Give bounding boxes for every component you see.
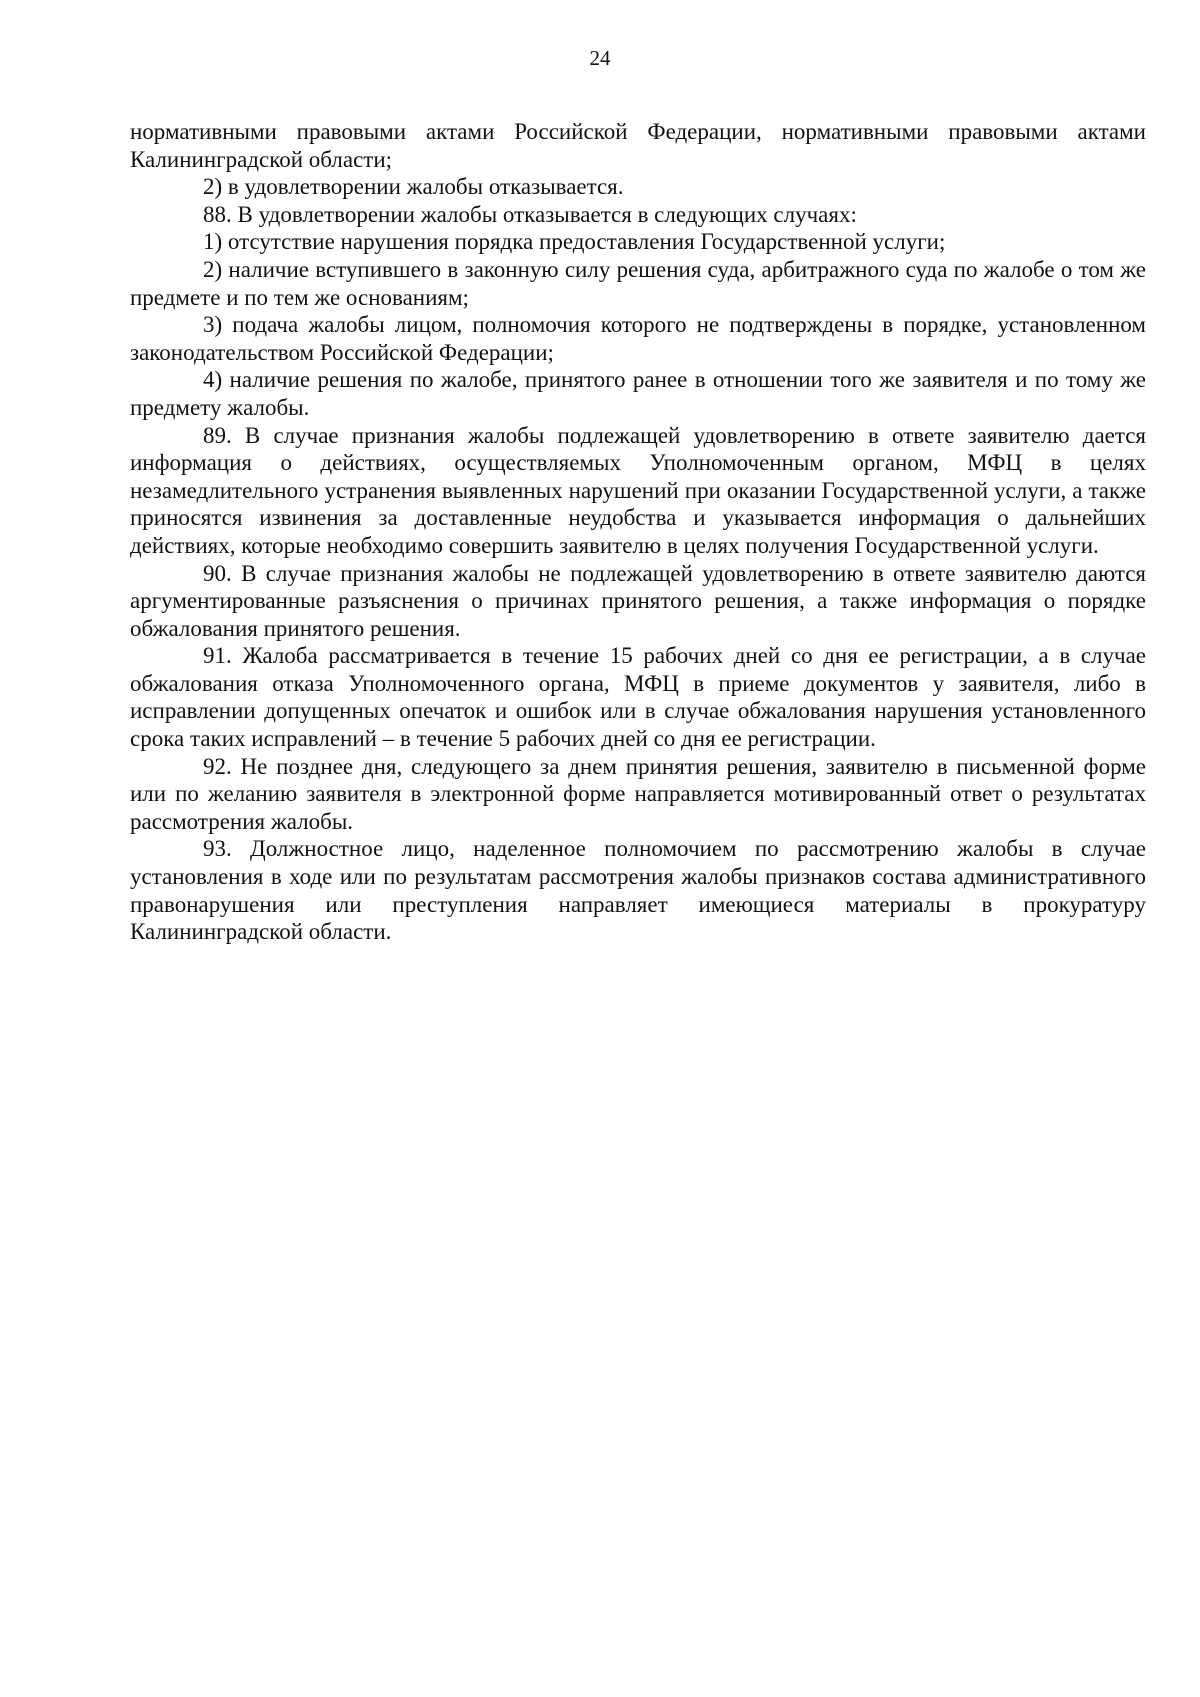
paragraph-88-item-2: 2) наличие вступившего в законную силу решения суда, арбитражного суда по жалобе о том же предмете и по тем же основаниям;	[130, 256, 1146, 310]
paragraph-93: 93. Должностное лицо, наделенное полномочием по рассмотрению жалобы в случае установления в ходе или по результатам рассмотрения жалобы признаков состава административного правонарушения или преступления направляет имеющиеся материалы в прокуратуру Калининградской области.	[130, 836, 1146, 945]
paragraph-90: 90. В случае признания жалобы не подлежащей удовлетворению в ответе заявителю даются аргументированные разъяснения о причинах принятого решения, а также информация о порядке обжалования принятого решения.	[130, 560, 1146, 641]
paragraph-item-2-refusal: 2) в удовлетворении жалобы отказывается.	[203, 174, 624, 200]
document-body	[130, 118, 1146, 946]
page-number: 24	[589, 46, 611, 70]
paragraph-88-item-3: 3) подача жалобы лицом, полномочия которого не подтверждены в порядке, установленном законодательством Российской Федерации;	[130, 312, 1146, 365]
paragraph-continuation: нормативными правовыми актами Российской Федерации, нормативными правовыми актами Калининградской области;	[130, 119, 1146, 172]
paragraph-91: 91. Жалоба рассматривается в течение 15 рабочих дней со дня ее регистрации, а в случае обжалования отказа Уполномоченного органа, МФЦ в приеме документов у заявителя, либо в исправлении допущенных опечаток и ошибок или в случае обжалования нарушения установленного срока таких исправлений – в течение 5 рабочих дней со дня ее регистрации.	[130, 643, 1146, 752]
paragraph-88-item-1: 1) отсутствие нарушения порядка предоставления Государственной услуги;	[203, 229, 946, 255]
paragraph-88: 88. В удовлетворении жалобы отказывается в следующих случаях:	[203, 201, 857, 227]
paragraph-88-item-4: 4) наличие решения по жалобе, принятого ранее в отношении того же заявителя и по тому же предмету жалобы.	[130, 367, 1146, 420]
paragraph-89: 89. В случае признания жалобы подлежащей удовлетворению в ответе заявителю дается информация о действиях, осуществляемых Уполномоченным органом, МФЦ в целях незамедлительного устранения выявленных нарушений при оказании Государственной услуги, а также приносятся извинения за доставленные неудобства и указывается информация о дальнейших действиях, которые необходимо совершить заявителю в целях получения Государственной услуги.	[130, 422, 1146, 558]
paragraph-92: 92. Не позднее дня, следующего за днем принятия решения, заявителю в письменной форме или по желанию заявителя в электронной форме направляется мотивированный ответ о результатах рассмотрения жалобы.	[130, 753, 1146, 834]
